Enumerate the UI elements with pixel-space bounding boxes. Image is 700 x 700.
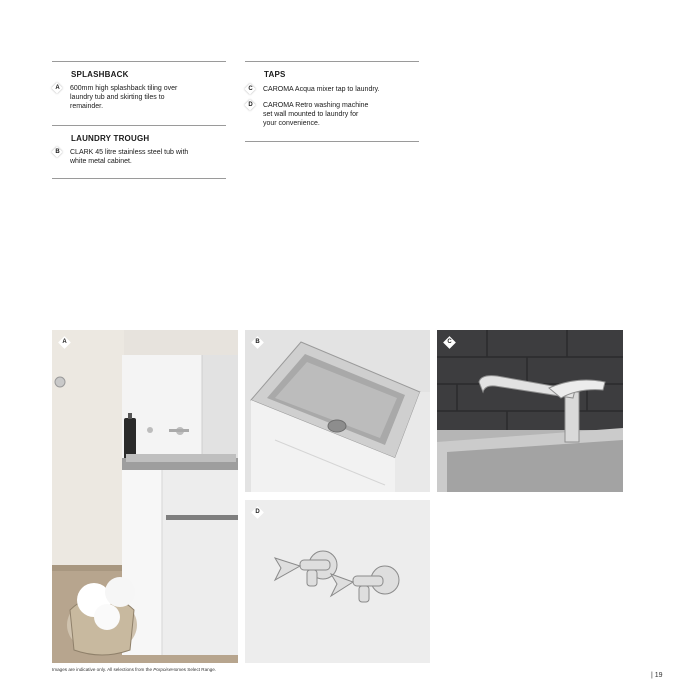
photo-label-a: A: [58, 336, 71, 349]
photo-mixer-tap: [437, 330, 623, 492]
divider: [52, 178, 226, 179]
divider: [245, 141, 419, 142]
page-number: | 19: [651, 672, 663, 679]
divider: [245, 61, 419, 62]
item-marker-b: B: [52, 147, 63, 158]
photo-washing-machine-taps: [245, 500, 430, 663]
section-heading-splashback: SPLASHBACK: [71, 70, 129, 79]
photo-label-c: C: [443, 336, 456, 349]
footnote: Images are indicative only. All selections from the PorpoiseHomes Select Range.: [52, 667, 217, 672]
item-text-b: CLARK 45 litre stainless steel tub with white metal cabinet.: [70, 149, 189, 165]
section-heading-laundry-trough: LAUNDRY TROUGH: [71, 134, 150, 143]
item-marker-a: A: [52, 83, 63, 94]
item-text-a: 600mm high splashback tiling over laundry tub and skirting tiles to remainder.: [70, 85, 178, 110]
item-text-d: CAROMA Retro washing machine set wall mounted to laundry for your convenience.: [263, 102, 369, 127]
divider: [52, 125, 226, 126]
photo-laundry-room: [52, 330, 238, 663]
photo-label-d: D: [251, 506, 264, 519]
divider: [52, 61, 226, 62]
item-marker-d: D: [245, 100, 256, 111]
section-heading-taps: TAPS: [264, 70, 286, 79]
photo-laundry-tub: [245, 330, 430, 492]
photo-label-b: B: [251, 336, 264, 349]
item-text-c: CAROMA Acqua mixer tap to laundry.: [263, 86, 380, 93]
item-marker-c: C: [245, 84, 256, 95]
